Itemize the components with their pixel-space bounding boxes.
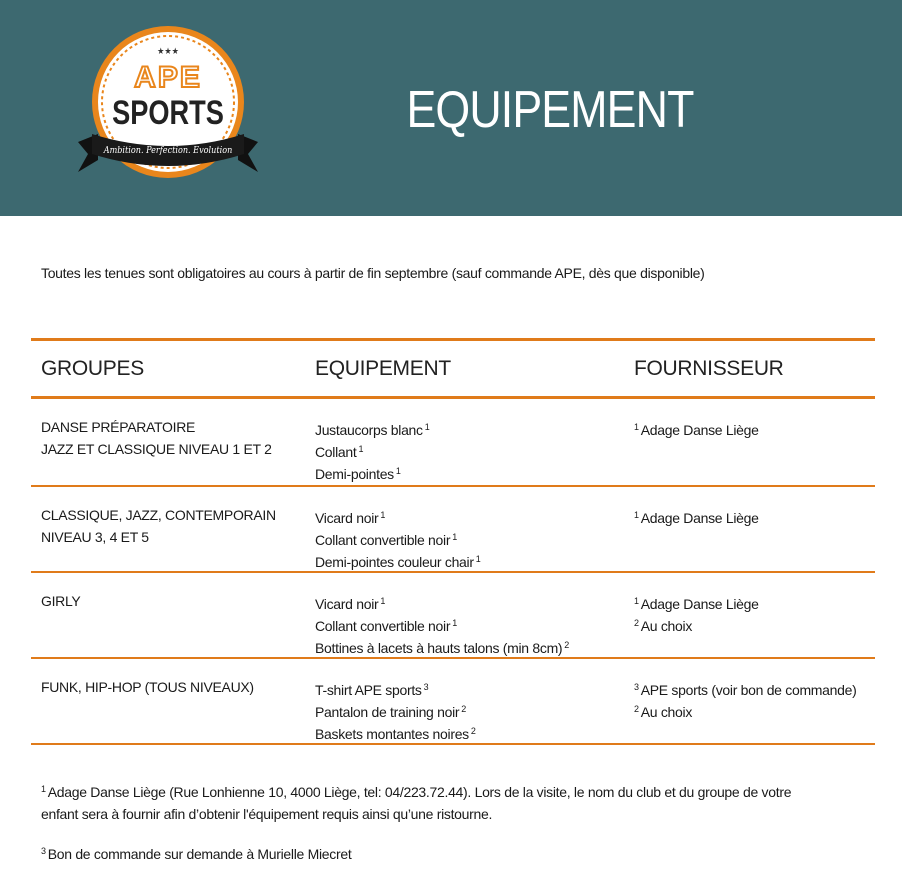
fournisseur-item [634,416,759,438]
fournisseur-item [634,676,856,698]
footnote-ref: 1 [634,422,639,432]
fournisseur-item [634,612,759,634]
row-rule [31,743,875,745]
cell-equipement [315,676,476,742]
cell-groupe [41,416,272,460]
footnote-ref: 2 [470,726,476,736]
groupe-line: GIRLY [41,593,81,609]
equipement-item [315,634,569,656]
fournisseur-item-label: Au choix [640,704,693,720]
footnote-ref: 1 [475,554,481,564]
equipement-item-label: Vicard noir [315,510,379,526]
table-header [31,341,875,396]
footnote-ref: 2 [634,704,639,714]
table-row [31,659,875,743]
equipement-item-label: Justaucorps blanc [315,422,423,438]
footnote-ref: 1 [634,510,639,520]
groupe-line: JAZZ ET CLASSIQUE NIVEAU 1 ET 2 [41,441,272,457]
footnote-ref: 1 [380,510,386,520]
table-row [31,573,875,657]
cell-fournisseur [634,590,759,634]
equipment-table [31,338,875,745]
equipement-item-label: Demi-pointes couleur chair [315,554,474,570]
cell-groupe [41,590,80,612]
groupe-line: DANSE PRÉPARATOIRE [41,419,196,435]
footnote-number: 1 [41,784,46,794]
cell-fournisseur [634,504,759,526]
fournisseur-item-label: APE sports (voir bon de commande) [640,682,857,698]
equipement-item [315,676,476,698]
equipement-item [315,612,569,634]
fournisseur-item [634,698,856,720]
cell-fournisseur [634,676,856,720]
header-banner [0,0,902,216]
footnote-ref: 3 [423,682,429,692]
equipement-item-label: Pantalon de training noir [315,704,460,720]
cell-equipement [315,416,429,482]
fournisseur-item [634,590,759,612]
footnote-text: enfant sera à fournir afin d’obtenir l'équipement requis ainsi qu’une ristourne. [41,806,493,822]
footnote-number: 3 [41,846,46,856]
equipement-item-label: Vicard noir [315,596,379,612]
cell-equipement [315,590,569,656]
footnote [41,778,841,825]
table-row [31,399,875,485]
footnote [41,840,841,865]
footnote-text: Bon de commande sur demande à Murielle Miecret [47,846,352,862]
fournisseur-item-label: Adage Danse Liège [640,422,759,438]
header-equipement: EQUIPEMENT [315,357,451,380]
equipement-item-label: T-shirt APE sports [315,682,422,698]
cell-fournisseur [634,416,759,438]
footnote-ref: 1 [358,444,364,454]
equipement-item-label: Collant [315,444,357,460]
footnote-ref: 1 [452,532,457,542]
equipement-item-label: Collant convertible noir [315,532,451,548]
fournisseur-item-label: Adage Danse Liège [640,596,759,612]
groupe-line: NIVEAU 3, 4 ET 5 [41,529,149,545]
fournisseur-item-label: Au choix [640,618,693,634]
fournisseur-item [634,504,759,526]
equipement-item-label: Demi-pointes [315,466,394,482]
table-row [31,487,875,571]
logo-brand-top: APE [134,61,202,94]
intro-text: Toutes les tenues sont obligatoires au cours à partir de fin septembre (sauf commande APE, dès que disponible) [41,265,705,281]
footnote-ref: 2 [634,618,639,628]
page-title: EQUIPEMENT [406,81,694,139]
equipement-item [315,548,480,570]
equipement-item [315,504,480,526]
equipement-item [315,460,429,482]
footnote-text: Adage Danse Liège (Rue Lonhienne 10, 4000 Liège, tel: 04/223.72.44). Lors de la visite, le nom du club et du groupe de votre [47,784,792,800]
cell-groupe [41,676,254,698]
footnote-ref: 1 [424,422,430,432]
equipement-item [315,438,429,460]
equipement-item [315,526,480,548]
logo-tagline: Ambition. Perfection. Evolution [103,146,233,156]
table-body [31,399,875,745]
equipement-item [315,590,569,612]
groupe-line: CLASSIQUE, JAZZ, CONTEMPORAIN [41,507,276,523]
equipement-item-label: Collant convertible noir [315,618,451,634]
equipement-item [315,720,476,742]
header-fournisseur: FOURNISSEUR [634,357,784,380]
logo-stars: ★★★ [157,47,179,57]
equipement-item [315,416,429,438]
equipement-item [315,698,476,720]
equipement-item-label: Bottines à lacets à hauts talons (min 8cm) [315,640,563,656]
cell-equipement [315,504,480,570]
ape-sports-logo [70,22,266,190]
footnote-ref: 1 [452,618,457,628]
footnote-ref: 3 [634,682,639,692]
cell-groupe [41,504,276,548]
footnote-ref: 2 [461,704,466,714]
equipement-item-label: Baskets montantes noires [315,726,469,742]
header-groupes: GROUPES [41,357,144,380]
fournisseur-item-label: Adage Danse Liège [640,510,759,526]
footnote-ref: 1 [380,596,386,606]
groupe-line: FUNK, HIP-HOP (TOUS NIVEAUX) [41,679,254,695]
footnote-ref: 1 [395,466,401,476]
logo-brand-bottom: SPORTS [112,93,224,132]
footnote-ref: 1 [634,596,639,606]
footnote-ref: 2 [564,640,570,650]
footnotes [41,778,841,865]
